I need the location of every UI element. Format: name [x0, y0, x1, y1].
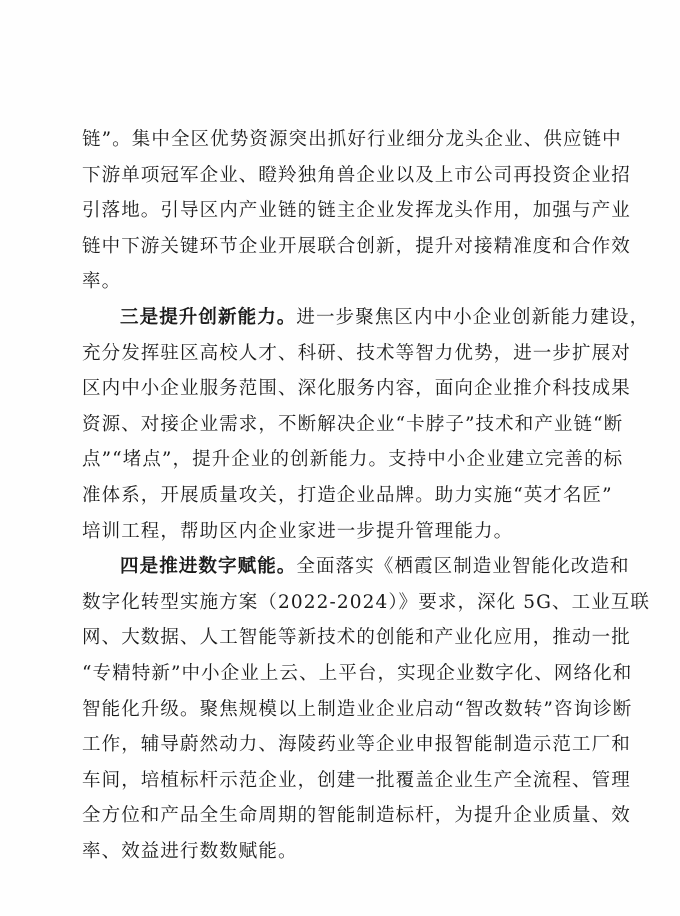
text-line: 智能化升级。聚焦规模以上制造业企业启动“智改数转”咨询诊断	[82, 698, 633, 720]
text-span: 进一步聚焦区内中小企业创新能力建设，	[296, 306, 650, 328]
text-line: 充分发挥驻区高校人才、科研、技术等智力优势，进一步扩展对	[82, 342, 631, 364]
section-heading: 三是提升创新能力。	[120, 306, 297, 328]
text-line: 数字化转型实施方案（2022-2024）》要求，深化 5G、工业互联	[82, 591, 650, 613]
text-line: 率。	[82, 271, 122, 293]
text-line: 资源、对接企业需求，不断解决企业“卡脖子”技术和产业链“断	[82, 413, 624, 435]
text-line: 车间，培植标杆示范企业，创建一批覆盖企业生产全流程、管理	[82, 769, 631, 791]
body-text	[82, 122, 650, 869]
text-line: “专精特新”中小企业上云、上平台，实现企业数字化、网络化和	[82, 662, 633, 684]
text-line: 区内中小企业服务范围、深化服务内容，面向企业推介科技成果	[82, 378, 631, 400]
text-line	[82, 300, 650, 336]
text-line: 网、大数据、人工智能等新技术的创能和产业化应用，推动一批	[82, 627, 631, 649]
text-line: 链中下游关键环节企业开展联合创新，提升对接精准度和合作效	[82, 235, 631, 257]
paragraph-digital	[82, 549, 650, 869]
section-heading: 四是推进数字赋能。	[120, 556, 297, 578]
text-line: 培训工程，帮助区内企业家进一步提升管理能力。	[82, 520, 514, 542]
text-line: 引落地。引导区内产业链的链主企业发挥龙头作用，加强与产业	[82, 200, 631, 222]
text-line: 率、效益进行数数赋能。	[82, 840, 298, 862]
paragraph-industry-chain	[82, 122, 631, 300]
text-line	[82, 549, 630, 585]
text-line: 工作，辅导蔚然动力、海陵药业等企业申报智能制造示范工厂和	[82, 734, 631, 756]
text-line: 链”。集中全区优势资源突出抓好行业细分龙头企业、供应链中	[82, 129, 622, 150]
text-line: 点”“堵点”，提升企业的创新能力。支持中小企业建立完善的标	[82, 449, 624, 471]
text-span: 全面落实《栖霞区制造业智能化改造和	[296, 556, 630, 578]
text-line: 下游单项冠军企业、瞪羚独角兽企业以及上市公司再投资企业招	[82, 164, 631, 186]
text-line: 全方位和产品全生命周期的智能制造标杆，为提升企业质量、效	[82, 805, 631, 827]
text-line: 准体系，开展质量攻关，打造企业品牌。助力实施“英才名匠”	[82, 484, 613, 506]
paragraph-innovation	[82, 300, 650, 549]
